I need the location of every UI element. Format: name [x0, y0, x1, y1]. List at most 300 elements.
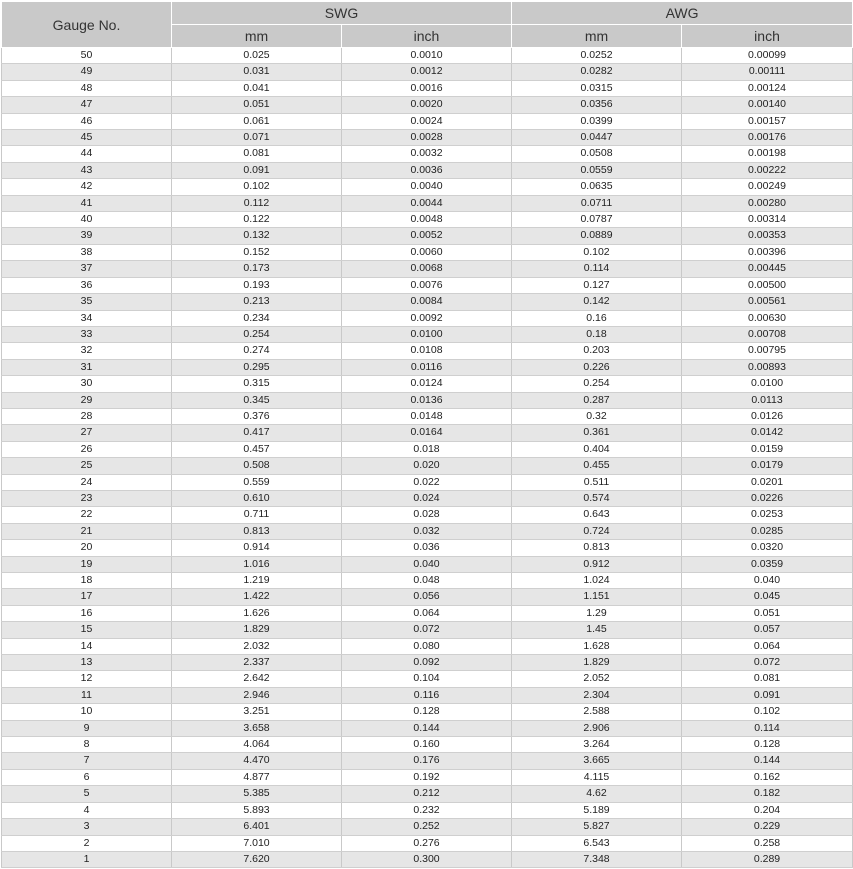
- swg-inch-cell: 0.0032: [342, 146, 512, 162]
- awg-mm-cell: 2.052: [512, 671, 682, 687]
- swg-inch-cell: 0.0092: [342, 310, 512, 326]
- table-row: [2, 261, 853, 277]
- awg-inch-cell: 0.0126: [682, 408, 853, 424]
- swg-inch-cell: 0.0124: [342, 376, 512, 392]
- swg-inch-cell: 0.0012: [342, 64, 512, 80]
- awg-inch-cell: 0.0320: [682, 540, 853, 556]
- swg-inch-cell: 0.024: [342, 490, 512, 506]
- swg-inch-cell: 0.128: [342, 704, 512, 720]
- awg-mm-cell: 0.0399: [512, 113, 682, 129]
- table-row: [2, 392, 853, 408]
- table-row: [2, 638, 853, 654]
- awg-inch-cell: 0.182: [682, 786, 853, 802]
- swg-mm-cell: 2.337: [172, 655, 342, 671]
- awg-inch-cell: 0.0253: [682, 507, 853, 523]
- gauge-table-container: [1, 1, 852, 868]
- gauge-cell: 48: [2, 80, 172, 96]
- swg-inch-cell: 0.0020: [342, 97, 512, 113]
- awg-mm-cell: 1.45: [512, 622, 682, 638]
- awg-inch-cell: 0.00500: [682, 277, 853, 293]
- awg-inch-cell: 0.00630: [682, 310, 853, 326]
- swg-inch-cell: 0.022: [342, 474, 512, 490]
- gauge-cell: 31: [2, 359, 172, 375]
- table-row: [2, 474, 853, 490]
- awg-inch-cell: 0.0359: [682, 556, 853, 572]
- gauge-cell: 25: [2, 458, 172, 474]
- table-row: [2, 556, 853, 572]
- swg-inch-cell: 0.0108: [342, 343, 512, 359]
- table-row: [2, 490, 853, 506]
- awg-mm-cell: 1.151: [512, 589, 682, 605]
- swg-inch-cell: 0.0036: [342, 162, 512, 178]
- awg-mm-cell: 2.304: [512, 687, 682, 703]
- awg-mm-cell: 0.114: [512, 261, 682, 277]
- gauge-cell: 22: [2, 507, 172, 523]
- table-row: [2, 769, 853, 785]
- swg-mm-cell: 0.376: [172, 408, 342, 424]
- awg-inch-cell: 0.00249: [682, 179, 853, 195]
- swg-mm-cell: 4.877: [172, 769, 342, 785]
- awg-mm-cell: 0.0315: [512, 80, 682, 96]
- gauge-cell: 49: [2, 64, 172, 80]
- table-row: [2, 294, 853, 310]
- gauge-cell: 13: [2, 655, 172, 671]
- swg-inch-cell: 0.0052: [342, 228, 512, 244]
- swg-inch-cell: 0.0164: [342, 425, 512, 441]
- awg-inch-cell: 0.00157: [682, 113, 853, 129]
- gauge-cell: 5: [2, 786, 172, 802]
- awg-inch-cell: 0.00198: [682, 146, 853, 162]
- awg-mm-cell: 1.628: [512, 638, 682, 654]
- awg-inch-cell: 0.00280: [682, 195, 853, 211]
- gauge-cell: 42: [2, 179, 172, 195]
- table-row: [2, 162, 853, 178]
- swg-mm-cell: 3.658: [172, 720, 342, 736]
- gauge-cell: 39: [2, 228, 172, 244]
- gauge-cell: 41: [2, 195, 172, 211]
- awg-inch-header: inch: [682, 25, 853, 48]
- table-row: [2, 359, 853, 375]
- awg-mm-cell: 0.0447: [512, 130, 682, 146]
- table-row: [2, 671, 853, 687]
- awg-inch-cell: 0.00353: [682, 228, 853, 244]
- table-row: [2, 80, 853, 96]
- gauge-cell: 26: [2, 441, 172, 457]
- awg-mm-cell: 0.18: [512, 326, 682, 342]
- awg-inch-cell: 0.040: [682, 573, 853, 589]
- swg-inch-cell: 0.032: [342, 523, 512, 539]
- swg-mm-cell: 1.016: [172, 556, 342, 572]
- swg-group-header: SWG: [172, 2, 512, 25]
- swg-inch-cell: 0.104: [342, 671, 512, 687]
- table-row: [2, 212, 853, 228]
- swg-mm-cell: 0.914: [172, 540, 342, 556]
- swg-mm-cell: 0.081: [172, 146, 342, 162]
- table-row: [2, 195, 853, 211]
- table-row: [2, 64, 853, 80]
- gauge-cell: 50: [2, 48, 172, 64]
- swg-mm-cell: 0.051: [172, 97, 342, 113]
- awg-group-header: AWG: [512, 2, 853, 25]
- gauge-cell: 3: [2, 819, 172, 835]
- awg-inch-cell: 0.00561: [682, 294, 853, 310]
- swg-inch-cell: 0.0028: [342, 130, 512, 146]
- swg-mm-cell: 0.508: [172, 458, 342, 474]
- awg-mm-cell: 0.0889: [512, 228, 682, 244]
- awg-mm-cell: 4.62: [512, 786, 682, 802]
- gauge-cell: 21: [2, 523, 172, 539]
- awg-mm-cell: 0.0508: [512, 146, 682, 162]
- swg-inch-cell: 0.018: [342, 441, 512, 457]
- gauge-cell: 4: [2, 802, 172, 818]
- awg-inch-cell: 0.0159: [682, 441, 853, 457]
- awg-mm-cell: 0.0282: [512, 64, 682, 80]
- awg-inch-cell: 0.0285: [682, 523, 853, 539]
- awg-mm-cell: 0.127: [512, 277, 682, 293]
- wire-gauge-table: [1, 1, 853, 868]
- swg-mm-cell: 0.112: [172, 195, 342, 211]
- table-row: [2, 97, 853, 113]
- awg-inch-cell: 0.00314: [682, 212, 853, 228]
- awg-mm-cell: 2.906: [512, 720, 682, 736]
- swg-inch-cell: 0.092: [342, 655, 512, 671]
- awg-inch-cell: 0.144: [682, 753, 853, 769]
- awg-inch-cell: 0.00176: [682, 130, 853, 146]
- awg-inch-cell: 0.081: [682, 671, 853, 687]
- table-row: [2, 523, 853, 539]
- swg-inch-cell: 0.0148: [342, 408, 512, 424]
- table-row: [2, 851, 853, 867]
- awg-inch-cell: 0.00099: [682, 48, 853, 64]
- swg-inch-cell: 0.176: [342, 753, 512, 769]
- gauge-cell: 40: [2, 212, 172, 228]
- table-row: [2, 622, 853, 638]
- swg-inch-cell: 0.276: [342, 835, 512, 851]
- swg-mm-cell: 1.219: [172, 573, 342, 589]
- awg-mm-cell: 0.361: [512, 425, 682, 441]
- awg-inch-cell: 0.00222: [682, 162, 853, 178]
- awg-mm-cell: 3.264: [512, 737, 682, 753]
- table-row: [2, 244, 853, 260]
- awg-inch-cell: 0.289: [682, 851, 853, 867]
- awg-mm-cell: 0.0711: [512, 195, 682, 211]
- awg-mm-cell: 7.348: [512, 851, 682, 867]
- gauge-cell: 29: [2, 392, 172, 408]
- swg-mm-cell: 0.274: [172, 343, 342, 359]
- swg-mm-header: mm: [172, 25, 342, 48]
- swg-inch-cell: 0.0068: [342, 261, 512, 277]
- awg-inch-cell: 0.00396: [682, 244, 853, 260]
- table-row: [2, 786, 853, 802]
- swg-inch-cell: 0.0076: [342, 277, 512, 293]
- swg-mm-cell: 1.422: [172, 589, 342, 605]
- swg-inch-cell: 0.036: [342, 540, 512, 556]
- swg-inch-cell: 0.192: [342, 769, 512, 785]
- swg-mm-cell: 5.385: [172, 786, 342, 802]
- awg-mm-cell: 0.287: [512, 392, 682, 408]
- swg-inch-cell: 0.232: [342, 802, 512, 818]
- awg-inch-cell: 0.091: [682, 687, 853, 703]
- awg-inch-cell: 0.258: [682, 835, 853, 851]
- table-row: [2, 802, 853, 818]
- gauge-cell: 45: [2, 130, 172, 146]
- table-row: [2, 310, 853, 326]
- gauge-cell: 15: [2, 622, 172, 638]
- swg-inch-cell: 0.144: [342, 720, 512, 736]
- gauge-cell: 30: [2, 376, 172, 392]
- awg-inch-cell: 0.064: [682, 638, 853, 654]
- swg-mm-cell: 0.071: [172, 130, 342, 146]
- swg-mm-cell: 3.251: [172, 704, 342, 720]
- swg-mm-cell: 5.893: [172, 802, 342, 818]
- awg-mm-cell: 5.189: [512, 802, 682, 818]
- gauge-cell: 24: [2, 474, 172, 490]
- table-row: [2, 277, 853, 293]
- awg-inch-cell: 0.045: [682, 589, 853, 605]
- swg-inch-cell: 0.020: [342, 458, 512, 474]
- awg-mm-cell: 0.0559: [512, 162, 682, 178]
- table-row: [2, 326, 853, 342]
- awg-inch-cell: 0.0201: [682, 474, 853, 490]
- swg-mm-cell: 4.064: [172, 737, 342, 753]
- gauge-cell: 1: [2, 851, 172, 867]
- table-row: [2, 146, 853, 162]
- gauge-cell: 23: [2, 490, 172, 506]
- gauge-cell: 11: [2, 687, 172, 703]
- table-row: [2, 113, 853, 129]
- awg-mm-header: mm: [512, 25, 682, 48]
- awg-mm-cell: 0.0356: [512, 97, 682, 113]
- awg-inch-cell: 0.229: [682, 819, 853, 835]
- awg-mm-cell: 0.254: [512, 376, 682, 392]
- swg-inch-cell: 0.0040: [342, 179, 512, 195]
- awg-inch-cell: 0.00893: [682, 359, 853, 375]
- awg-mm-cell: 0.643: [512, 507, 682, 523]
- swg-inch-cell: 0.0116: [342, 359, 512, 375]
- table-row: [2, 507, 853, 523]
- awg-mm-cell: 0.511: [512, 474, 682, 490]
- table-row: [2, 605, 853, 621]
- gauge-cell: 20: [2, 540, 172, 556]
- swg-inch-cell: 0.080: [342, 638, 512, 654]
- swg-mm-cell: 0.213: [172, 294, 342, 310]
- swg-inch-cell: 0.0048: [342, 212, 512, 228]
- table-row: [2, 48, 853, 64]
- table-row: [2, 179, 853, 195]
- gauge-cell: 17: [2, 589, 172, 605]
- gauge-cell: 36: [2, 277, 172, 293]
- awg-mm-cell: 0.455: [512, 458, 682, 474]
- awg-inch-cell: 0.128: [682, 737, 853, 753]
- swg-inch-header: inch: [342, 25, 512, 48]
- awg-inch-cell: 0.00124: [682, 80, 853, 96]
- swg-inch-cell: 0.028: [342, 507, 512, 523]
- awg-inch-cell: 0.204: [682, 802, 853, 818]
- awg-inch-cell: 0.0113: [682, 392, 853, 408]
- table-row: [2, 376, 853, 392]
- swg-inch-cell: 0.160: [342, 737, 512, 753]
- swg-inch-cell: 0.072: [342, 622, 512, 638]
- table-row: [2, 704, 853, 720]
- swg-inch-cell: 0.212: [342, 786, 512, 802]
- gauge-cell: 37: [2, 261, 172, 277]
- table-row: [2, 540, 853, 556]
- swg-inch-cell: 0.0044: [342, 195, 512, 211]
- swg-inch-cell: 0.0060: [342, 244, 512, 260]
- swg-mm-cell: 0.345: [172, 392, 342, 408]
- gauge-cell: 7: [2, 753, 172, 769]
- swg-inch-cell: 0.064: [342, 605, 512, 621]
- swg-mm-cell: 0.813: [172, 523, 342, 539]
- awg-mm-cell: 0.203: [512, 343, 682, 359]
- swg-mm-cell: 0.711: [172, 507, 342, 523]
- gauge-cell: 44: [2, 146, 172, 162]
- table-header: [2, 2, 853, 48]
- gauge-cell: 2: [2, 835, 172, 851]
- awg-inch-cell: 0.00140: [682, 97, 853, 113]
- table-row: [2, 720, 853, 736]
- awg-inch-cell: 0.114: [682, 720, 853, 736]
- gauge-cell: 27: [2, 425, 172, 441]
- swg-mm-cell: 0.061: [172, 113, 342, 129]
- swg-mm-cell: 0.025: [172, 48, 342, 64]
- awg-mm-cell: 4.115: [512, 769, 682, 785]
- gauge-cell: 9: [2, 720, 172, 736]
- awg-mm-cell: 0.102: [512, 244, 682, 260]
- gauge-cell: 18: [2, 573, 172, 589]
- swg-inch-cell: 0.0010: [342, 48, 512, 64]
- table-row: [2, 425, 853, 441]
- table-row: [2, 441, 853, 457]
- swg-mm-cell: 2.946: [172, 687, 342, 703]
- swg-inch-cell: 0.0024: [342, 113, 512, 129]
- table-row: [2, 737, 853, 753]
- swg-mm-cell: 7.010: [172, 835, 342, 851]
- gauge-cell: 14: [2, 638, 172, 654]
- awg-mm-cell: 0.404: [512, 441, 682, 457]
- swg-mm-cell: 0.122: [172, 212, 342, 228]
- awg-inch-cell: 0.0179: [682, 458, 853, 474]
- swg-mm-cell: 0.234: [172, 310, 342, 326]
- gauge-cell: 32: [2, 343, 172, 359]
- awg-mm-cell: 0.574: [512, 490, 682, 506]
- awg-inch-cell: 0.162: [682, 769, 853, 785]
- awg-mm-cell: 0.226: [512, 359, 682, 375]
- swg-mm-cell: 0.091: [172, 162, 342, 178]
- gauge-cell: 19: [2, 556, 172, 572]
- awg-mm-cell: 0.813: [512, 540, 682, 556]
- awg-mm-cell: 1.29: [512, 605, 682, 621]
- awg-inch-cell: 0.00708: [682, 326, 853, 342]
- swg-inch-cell: 0.040: [342, 556, 512, 572]
- swg-inch-cell: 0.0136: [342, 392, 512, 408]
- table-row: [2, 228, 853, 244]
- swg-mm-cell: 0.152: [172, 244, 342, 260]
- awg-inch-cell: 0.102: [682, 704, 853, 720]
- swg-inch-cell: 0.056: [342, 589, 512, 605]
- awg-inch-cell: 0.051: [682, 605, 853, 621]
- gauge-cell: 12: [2, 671, 172, 687]
- awg-mm-cell: 0.724: [512, 523, 682, 539]
- swg-inch-cell: 0.0084: [342, 294, 512, 310]
- awg-inch-cell: 0.00445: [682, 261, 853, 277]
- gauge-cell: 38: [2, 244, 172, 260]
- swg-mm-cell: 6.401: [172, 819, 342, 835]
- swg-mm-cell: 0.417: [172, 425, 342, 441]
- awg-mm-cell: 0.16: [512, 310, 682, 326]
- gauge-number-header: Gauge No.: [2, 2, 172, 48]
- table-row: [2, 573, 853, 589]
- awg-mm-cell: 0.0635: [512, 179, 682, 195]
- table-row: [2, 819, 853, 835]
- swg-mm-cell: 2.642: [172, 671, 342, 687]
- awg-inch-cell: 0.0226: [682, 490, 853, 506]
- awg-inch-cell: 0.072: [682, 655, 853, 671]
- swg-mm-cell: 0.295: [172, 359, 342, 375]
- gauge-cell: 28: [2, 408, 172, 424]
- gauge-cell: 10: [2, 704, 172, 720]
- swg-mm-cell: 0.457: [172, 441, 342, 457]
- swg-mm-cell: 7.620: [172, 851, 342, 867]
- awg-inch-cell: 0.00795: [682, 343, 853, 359]
- swg-mm-cell: 0.041: [172, 80, 342, 96]
- swg-inch-cell: 0.0016: [342, 80, 512, 96]
- swg-inch-cell: 0.048: [342, 573, 512, 589]
- awg-mm-cell: 3.665: [512, 753, 682, 769]
- awg-mm-cell: 5.827: [512, 819, 682, 835]
- swg-mm-cell: 2.032: [172, 638, 342, 654]
- gauge-cell: 47: [2, 97, 172, 113]
- awg-mm-cell: 0.0252: [512, 48, 682, 64]
- swg-mm-cell: 0.102: [172, 179, 342, 195]
- swg-mm-cell: 0.193: [172, 277, 342, 293]
- awg-mm-cell: 0.0787: [512, 212, 682, 228]
- gauge-cell: 34: [2, 310, 172, 326]
- table-row: [2, 589, 853, 605]
- table-body: [2, 48, 853, 868]
- swg-inch-cell: 0.0100: [342, 326, 512, 342]
- awg-mm-cell: 0.142: [512, 294, 682, 310]
- awg-mm-cell: 6.543: [512, 835, 682, 851]
- table-row: [2, 458, 853, 474]
- swg-inch-cell: 0.252: [342, 819, 512, 835]
- table-row: [2, 343, 853, 359]
- swg-mm-cell: 1.626: [172, 605, 342, 621]
- table-row: [2, 655, 853, 671]
- awg-inch-cell: 0.0142: [682, 425, 853, 441]
- awg-mm-cell: 0.32: [512, 408, 682, 424]
- gauge-cell: 43: [2, 162, 172, 178]
- gauge-cell: 16: [2, 605, 172, 621]
- table-row: [2, 835, 853, 851]
- gauge-cell: 35: [2, 294, 172, 310]
- swg-mm-cell: 0.173: [172, 261, 342, 277]
- table-row: [2, 687, 853, 703]
- swg-mm-cell: 1.829: [172, 622, 342, 638]
- gauge-cell: 6: [2, 769, 172, 785]
- awg-mm-cell: 1.829: [512, 655, 682, 671]
- awg-inch-cell: 0.0100: [682, 376, 853, 392]
- awg-mm-cell: 1.024: [512, 573, 682, 589]
- awg-inch-cell: 0.00111: [682, 64, 853, 80]
- awg-mm-cell: 2.588: [512, 704, 682, 720]
- awg-inch-cell: 0.057: [682, 622, 853, 638]
- swg-mm-cell: 0.610: [172, 490, 342, 506]
- swg-mm-cell: 0.254: [172, 326, 342, 342]
- gauge-cell: 8: [2, 737, 172, 753]
- swg-mm-cell: 0.559: [172, 474, 342, 490]
- table-row: [2, 753, 853, 769]
